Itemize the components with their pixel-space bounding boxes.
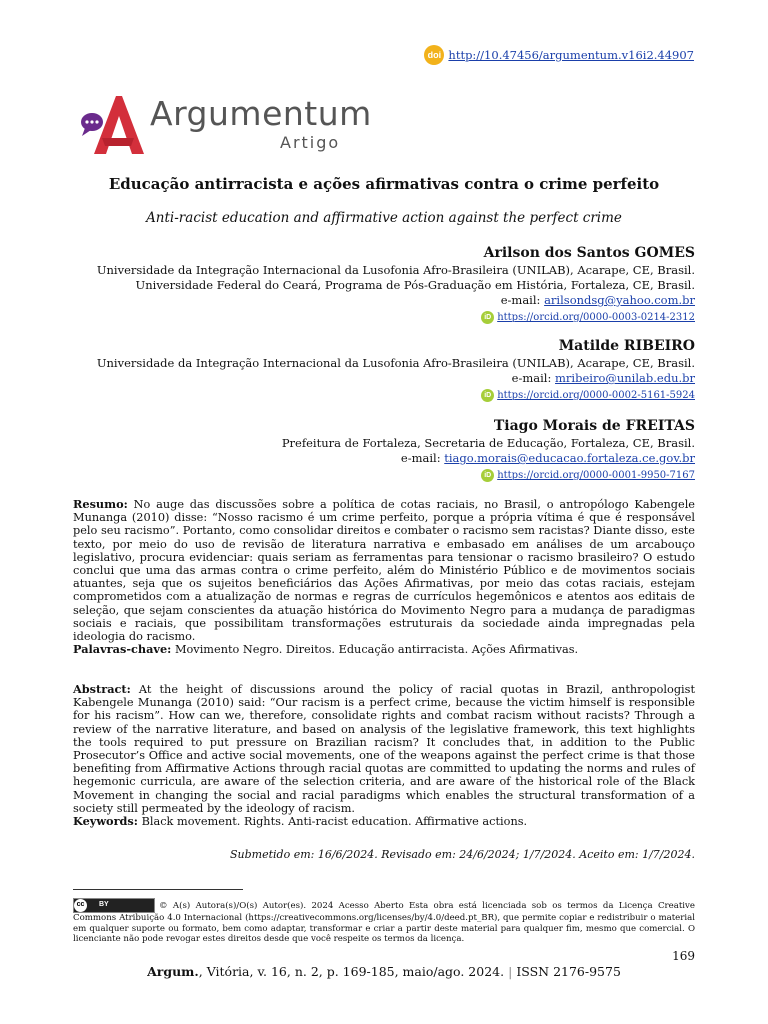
journal-issn: ISSN 2176-9575 [516, 964, 621, 979]
license-text: © A(s) Autora(s)/O(s) Autor(es). 2024 Acesso Aberto Esta obra está licenciada sob os termos da Licença Creative Commons Atribuição 4.0 Internacional (https://creativecommons.org/licenses/by/4.0/deed.pt_BR), que permite copiar e redistribuir o material em qualquer suporte ou formato, bem como adaptar, transformar e criar a partir deste material para qualquer fim, mesmo que comercial. O licenciante não pode revogar estes direitos desde que você respeite os termos da licença. [73, 901, 695, 944]
journal-name: Argum. [147, 964, 199, 979]
author-email-row [97, 293, 695, 308]
author-name: Arilson dos Santos GOMES [483, 245, 695, 261]
cc-by-license-icon[interactable] [73, 898, 155, 913]
orcid-row [481, 468, 695, 483]
author-email-row [97, 371, 695, 386]
author-affiliation: Universidade da Integração Internacional da Lusofonia Afro-Brasileira (UNILAB), Acarape, CE, Brasil. [96, 356, 695, 370]
license-note [73, 898, 695, 945]
author-affiliation: Universidade da Integração Internacional da Lusofonia Afro-Brasileira (UNILAB), Acarape, CE, Brasil. [96, 263, 695, 277]
page-number: 169 [672, 949, 695, 963]
resumo-label: Resumo: [73, 497, 128, 511]
author-name: Matilde RIBEIRO [558, 338, 695, 354]
submission-dates: Submetido em: 16/6/2024. Revisado em: 24/6/2024; 1/7/2024. Aceito em: 1/7/2024. [230, 848, 695, 861]
doi-row [424, 45, 694, 65]
abstract-paragraph [73, 683, 695, 828]
orcid-link[interactable]: https://orcid.org/0000-0001-9950-7167 [497, 470, 695, 481]
email-label: e-mail: [500, 293, 541, 307]
resumo-text: No auge das discussões sobre a política de cotas raciais, no Brasil, o antropólogo Kabengele Munanga (2010) disse: “Nosso racismo é um crime perfeito, porque a própria vítima é que é responsável pelo seu racismo”. Portanto, como consolidar direitos e combater o racismo sem racistas? Diante disso, este texto, por meio do uso de revisão de literatura narrativa e embasado em análises de um arcabouço legislativo, procura evidenciar: quais seriam as ferramentas para tensionar o racismo brasileiro? O estudo conclui que uma das armas contra o crime perfeito, além do Ministério Público e de movimentos sociais atuantes, seja que os sujeitos beneficiários das Ações Afirmativas, por meio das cotas raciais, estejam comprometidos com a atualização de normas e regras de currículos hegemônicos e atentos aos editais de seleção, que sejam conscientes da atuação histórica do Movimento Negro para a mudança de paradigmas sociais e raciais, que possibilitam transformações estruturais da sociedade ainda impregnadas pela ideologia do racismo. [73, 498, 695, 644]
orcid-link[interactable]: https://orcid.org/0000-0003-0214-2312 [497, 312, 695, 323]
orcid-row [481, 388, 695, 403]
doi-link[interactable]: http://10.47456/argumentum.v16i2.44907 [448, 48, 694, 62]
email-label: e-mail: [400, 451, 441, 465]
cc-symbol-icon: cc [74, 899, 87, 912]
author-affiliation: Universidade Federal do Ceará, Programa de Pós-Graduação em História, Fortaleza, CE, Brasil. [135, 278, 695, 292]
article-subtitle: Anti-racist education and affirmative action against the perfect crime [146, 210, 622, 226]
keywords-text: Black movement. Rights. Anti-racist education. Affirmative actions. [141, 815, 528, 829]
abstract-label: Abstract: [73, 682, 131, 696]
citation-separator: | [508, 964, 513, 979]
journal-citation [0, 964, 768, 979]
doi-icon: doi [424, 45, 444, 65]
email-label: e-mail: [511, 371, 552, 385]
palavras-chave-label: Palavras-chave: [73, 642, 172, 657]
orcid-icon: iD [481, 389, 494, 402]
abstract-text: At the height of discussions around the policy of racial quotas in Brazil, anthropologist Kabengele Munanga (2010) said: “Our racism is a perfect crime, because the victim himself is responsible for his racism”. How can we, therefore, consolidate rights and combat racism without racists? Through a review of the narrative literature, and based on analysis of the legislative framework, this text highlights the tools required to put pressure on Brazilian racism? It concludes that, in addition to the Public Prosecutor’s Office and active social movements, one of the weapons against the perfect crime is that those benefiting from Affirmative Actions through racial quotas are committed to updating the norms and rules of hegemonic curricula, are aware of the selection criteria, and are aware of the historical role of the Black Movement in changing the social and racial paradigms which enables the structural transformation of a society still permeated by the ideology of racism. [73, 683, 696, 815]
orcid-icon: iD [481, 469, 494, 482]
journal-details: , Vitória, v. 16, n. 2, p. 169-185, maio/ago. 2024. [198, 964, 505, 979]
author-email-link[interactable]: tiago.morais@educacao.fortaleza.ce.gov.br [444, 451, 695, 465]
logo-section: Artigo [280, 133, 341, 152]
orcid-icon: iD [481, 311, 494, 324]
orcid-link[interactable]: https://orcid.org/0000-0002-5161-5924 [497, 390, 695, 401]
resumo-paragraph [73, 498, 695, 656]
cc-by-label: BY [99, 901, 109, 909]
author-email-link[interactable]: arilsondsg@yahoo.com.br [544, 293, 695, 307]
article-title: Educação antirracista e ações afirmativas contra o crime perfeito [108, 175, 660, 193]
journal-logo [80, 92, 370, 158]
orcid-row [481, 310, 695, 325]
palavras-chave-text: Movimento Negro. Direitos. Educação antirracista. Ações Afirmativas. [174, 643, 579, 657]
author-email-link[interactable]: mribeiro@unilab.edu.br [555, 371, 695, 385]
author-name: Tiago Morais de FREITAS [493, 418, 695, 434]
logo-name: Argumentum [150, 94, 372, 133]
author-block [282, 416, 695, 483]
author-email-row [282, 451, 695, 466]
footnote-divider [73, 889, 243, 890]
author-block [97, 336, 695, 403]
argumentum-logo-icon [80, 92, 150, 158]
keywords-label: Keywords: [73, 814, 138, 829]
author-block [97, 243, 695, 325]
author-affiliation: Prefeitura de Fortaleza, Secretaria de Educação, Fortaleza, CE, Brasil. [281, 436, 695, 450]
